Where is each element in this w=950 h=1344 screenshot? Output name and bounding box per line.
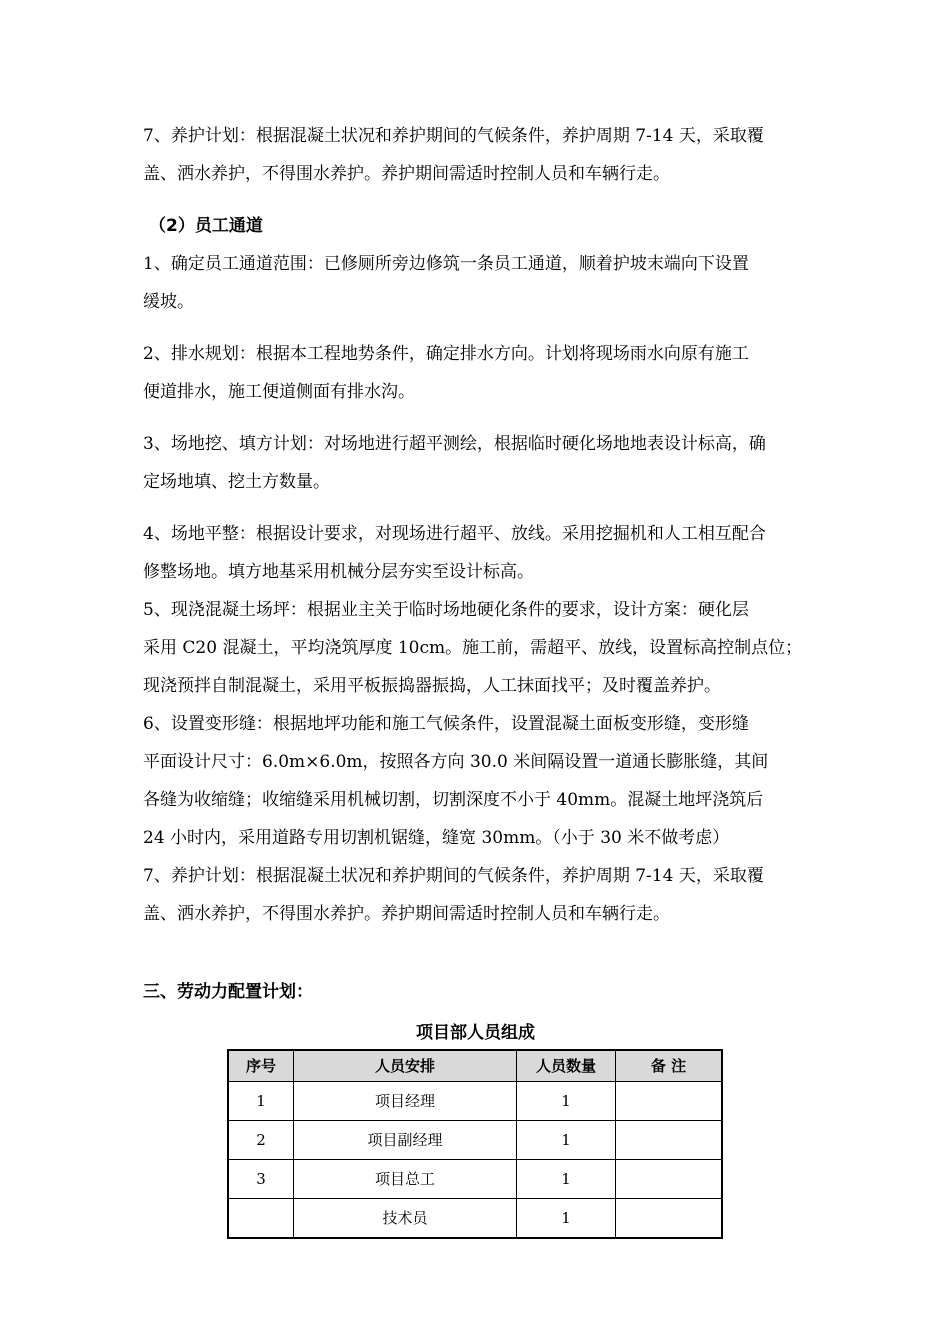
paragraph-line: 6、设置变形缝：根据地坪功能和施工气候条件，设置混凝土面板变形缝，变形缝 <box>143 714 749 734</box>
paragraph-line: 24 小时内，采用道路专用切割机锯缝，缝宽 30mm。（小于 30 米不做考虑） <box>143 828 730 848</box>
paragraph-line: 缓坡。 <box>143 292 194 312</box>
paragraph-line: 便道排水，施工便道侧面有排水沟。 <box>143 382 415 402</box>
paragraph-line: 平面设计尺寸：6.0m×6.0m，按照各方向 30.0 米间隔设置一道通长膨胀缝，其间 <box>143 752 769 772</box>
table-cell: 项目经理 <box>294 1082 517 1121</box>
table-cell: 1 <box>517 1199 616 1239</box>
header-cell: 人员数量 <box>517 1050 616 1082</box>
table-row <box>228 1121 722 1160</box>
paragraph-line: 2、排水规划：根据本工程地势条件，确定排水方向。计划将现场雨水向原有施工 <box>143 344 749 364</box>
table-cell: 项目总工 <box>294 1160 517 1199</box>
paragraph-line: 7、养护计划：根据混凝土状况和养护期间的气候条件，养护周期 7-14 天，采取覆 <box>143 126 764 146</box>
document-page <box>143 117 808 1239</box>
table-row <box>228 1160 722 1199</box>
subheading-staff-passage: （2）员工通道 <box>149 216 263 236</box>
table-cell: 1 <box>517 1160 616 1199</box>
tail-paragraphs <box>143 591 808 933</box>
main-paragraphs <box>143 245 808 591</box>
paragraph-line: 各缝为收缩缝；收缩缝采用机械切割，切割深度不小于 40mm。混凝土地坪浇筑后 <box>143 790 764 810</box>
paragraph-line: 定场地填、挖土方数量。 <box>143 472 330 492</box>
table-cell <box>616 1199 723 1239</box>
table-row <box>228 1082 722 1121</box>
header-cell: 备 注 <box>616 1050 723 1082</box>
table-cell <box>616 1121 723 1160</box>
top-paragraphs <box>143 117 808 193</box>
paragraph-line: 现浇预拌自制混凝土，采用平板振捣器振捣，人工抹面找平；及时覆盖养护。 <box>143 676 721 696</box>
table-cell <box>228 1199 294 1239</box>
table-cell <box>616 1082 723 1121</box>
paragraph-line: 修整场地。填方地基采用机械分层夯实至设计标高。 <box>143 562 534 582</box>
table-cell: 3 <box>228 1160 294 1199</box>
table-cell: 技术员 <box>294 1199 517 1239</box>
table-cell <box>616 1160 723 1199</box>
paragraph-line: 4、场地平整：根据设计要求，对现场进行超平、放线。采用挖掘机和人工相互配合 <box>143 524 766 544</box>
paragraph-line: 5、现浇混凝土场坪：根据业主关于临时场地硬化条件的要求，设计方案：硬化层 <box>143 600 749 620</box>
table-cell: 项目副经理 <box>294 1121 517 1160</box>
table-caption: 项目部人员组成 <box>416 1023 535 1043</box>
paragraph-line: 3、场地挖、填方计划：对场地进行超平测绘，根据临时硬化场地地表设计标高，确 <box>143 434 766 454</box>
table-cell: 1 <box>228 1082 294 1121</box>
staff-table <box>227 1049 723 1239</box>
table-row <box>228 1199 722 1239</box>
paragraph-line: 盖、洒水养护，不得围水养护。养护期间需适时控制人员和车辆行走。 <box>143 904 670 924</box>
header-cell: 人员安排 <box>294 1050 517 1082</box>
table-header-row <box>228 1050 722 1082</box>
section-title-labor-plan: 三、劳动力配置计划： <box>143 982 313 1002</box>
header-cell: 序号 <box>228 1050 294 1082</box>
paragraph-line: 7、养护计划：根据混凝土状况和养护期间的气候条件，养护周期 7-14 天，采取覆 <box>143 866 764 886</box>
table-cell: 2 <box>228 1121 294 1160</box>
paragraph-line: 采用 C20 混凝土，平均浇筑厚度 10cm。施工前，需超平、放线，设置标高控制点位； <box>143 638 803 658</box>
paragraph-line: 盖、洒水养护，不得围水养护。养护期间需适时控制人员和车辆行走。 <box>143 164 670 184</box>
table-cell: 1 <box>517 1121 616 1160</box>
paragraph-line: 1、确定员工通道范围：已修厕所旁边修筑一条员工通道，顺着护坡末端向下设置 <box>143 254 749 274</box>
table-cell: 1 <box>517 1082 616 1121</box>
